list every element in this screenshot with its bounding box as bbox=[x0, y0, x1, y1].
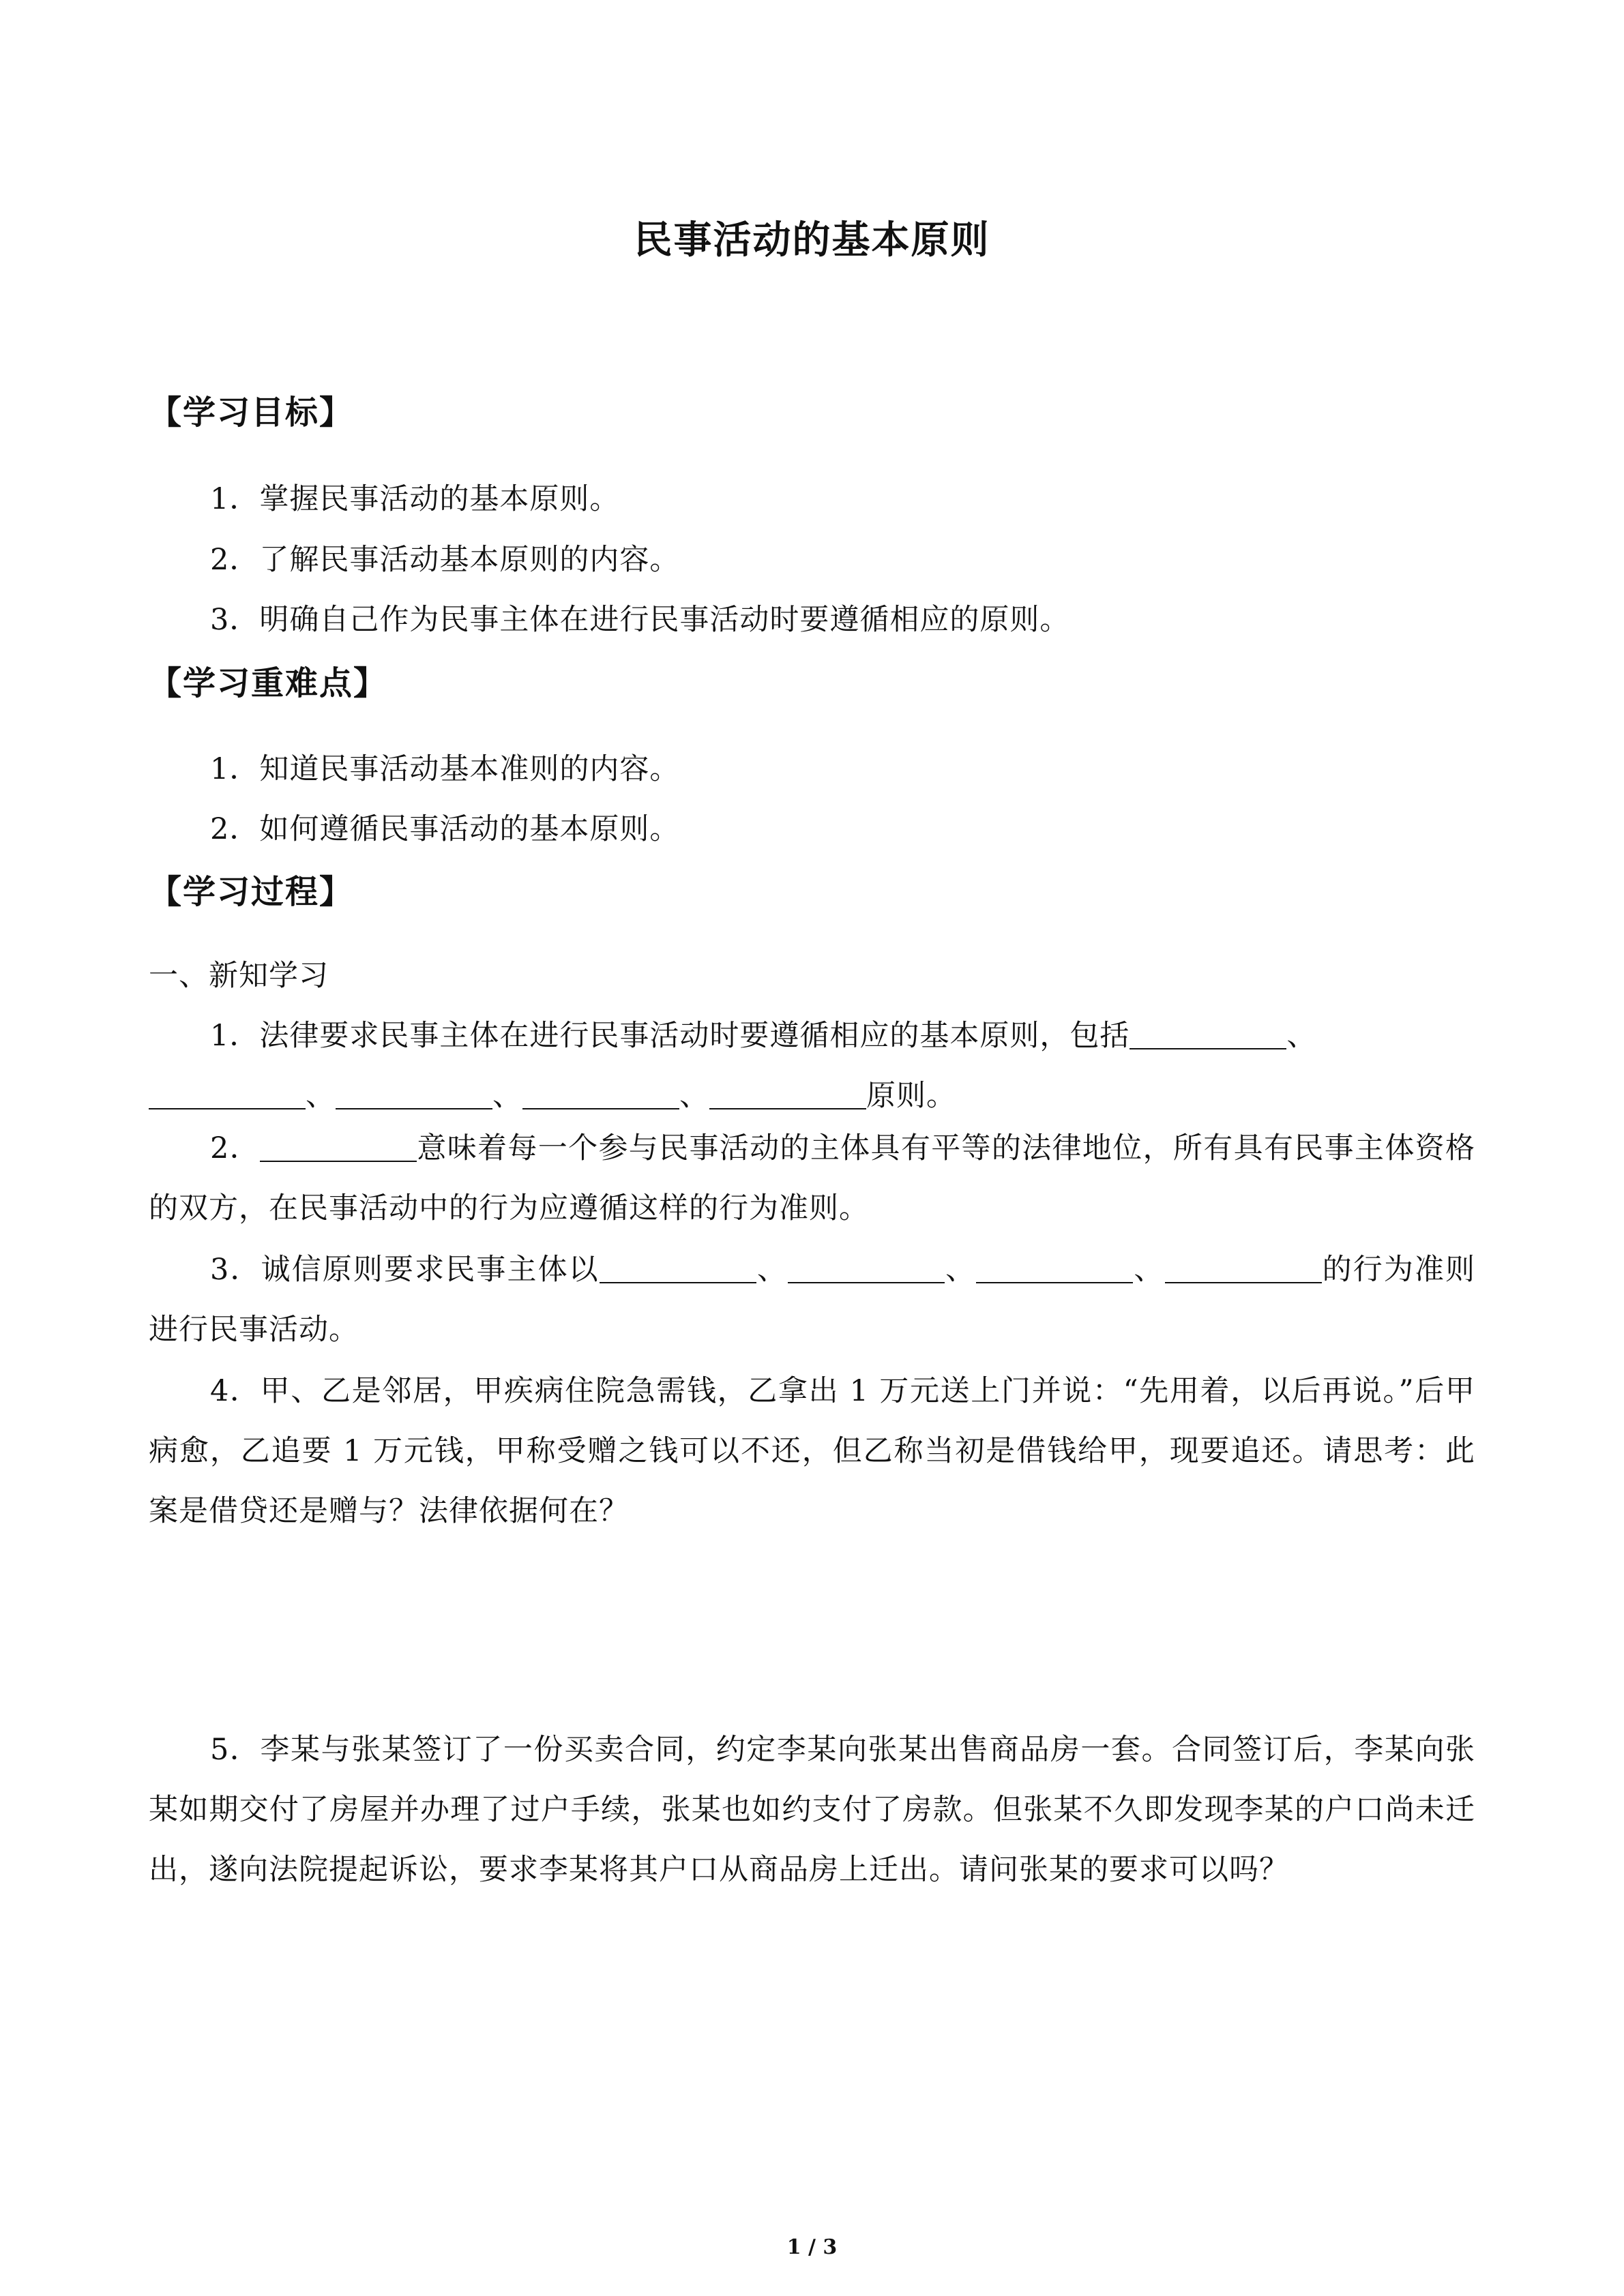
objective-item-2: 2．了解民事活动基本原则的内容。 bbox=[210, 543, 680, 577]
key-point-item-2: 2．如何遵循民事活动的基本原则。 bbox=[210, 812, 680, 846]
section-heading-process: 【学习过程】 bbox=[149, 873, 354, 911]
fill-blank[interactable] bbox=[1130, 1021, 1286, 1049]
page-number: 1 / 3 bbox=[786, 2235, 838, 2259]
question-1-text: 1．法律要求民事主体在进行民事活动时要遵循相应的基本原则，包括 bbox=[210, 1019, 1130, 1053]
key-point-item-1: 1．知道民事活动基本准则的内容。 bbox=[210, 752, 680, 786]
question-2-number: 2． bbox=[210, 1131, 261, 1165]
separator: 、 bbox=[1286, 1019, 1317, 1053]
page-title: 民事活动的基本原则 bbox=[634, 218, 990, 263]
question-1-end: 原则。 bbox=[866, 1079, 956, 1113]
fill-blank[interactable] bbox=[1165, 1255, 1322, 1283]
fill-blank[interactable] bbox=[976, 1255, 1133, 1283]
fill-blank[interactable] bbox=[336, 1081, 492, 1109]
question-4: 4．甲、乙是邻居，甲疾病住院急需钱，乙拿出 1 万元送上门并说：“先用着，以后再说。”后甲病愈，乙追要 1 万元钱，甲称受赠之钱可以不还，但乙称当初是借钱给甲，现要追还。请思考：此案是借贷还是赠与？法律依据何在？ bbox=[149, 1374, 1475, 1528]
question-3 bbox=[149, 1240, 1475, 1360]
process-subheading: 一、新知学习 bbox=[149, 959, 329, 993]
fill-blank[interactable] bbox=[149, 1081, 306, 1109]
question-2-text: 意味着每一个参与民事活动的主体具有平等的法律地位，所有具有民事主体资格的双方，在民事活动中的行为应遵循这样的行为准则。 bbox=[149, 1131, 1476, 1225]
separator: 、 bbox=[756, 1253, 788, 1287]
section-heading-key-points: 【学习重难点】 bbox=[149, 664, 388, 702]
fill-blank[interactable] bbox=[709, 1081, 866, 1109]
question-1-line-1 bbox=[210, 1013, 1316, 1054]
section-heading-objectives: 【学习目标】 bbox=[149, 393, 354, 432]
question-1-line-2 bbox=[149, 1073, 956, 1114]
fill-blank[interactable] bbox=[260, 1133, 417, 1162]
question-3-end: 的行为准则进行民事活动。 bbox=[149, 1253, 1476, 1347]
separator: 、 bbox=[492, 1079, 522, 1113]
fill-blank[interactable] bbox=[600, 1255, 756, 1283]
separator: 、 bbox=[945, 1253, 977, 1287]
question-2 bbox=[149, 1118, 1475, 1238]
objective-item-1: 1．掌握民事活动的基本原则。 bbox=[210, 482, 620, 516]
fill-blank[interactable] bbox=[522, 1081, 679, 1109]
separator: 、 bbox=[1133, 1253, 1165, 1287]
fill-blank[interactable] bbox=[788, 1255, 945, 1283]
separator: 、 bbox=[306, 1079, 336, 1113]
objective-item-3: 3．明确自己作为民事主体在进行民事活动时要遵循相应的原则。 bbox=[210, 603, 1070, 637]
separator: 、 bbox=[679, 1079, 709, 1113]
question-3-text: 3．诚信原则要求民事主体以 bbox=[210, 1253, 600, 1287]
question-5: 5．李某与张某签订了一份买卖合同，约定李某向张某出售商品房一套。合同签订后，李某向张某如期交付了房屋并办理了过户手续，张某也如约支付了房款。但张某不久即发现李某的户口尚未迁出，遂向法院提起诉讼，要求李某将其户口从商品房上迁出。请问张某的要求可以吗？ bbox=[149, 1733, 1475, 1887]
